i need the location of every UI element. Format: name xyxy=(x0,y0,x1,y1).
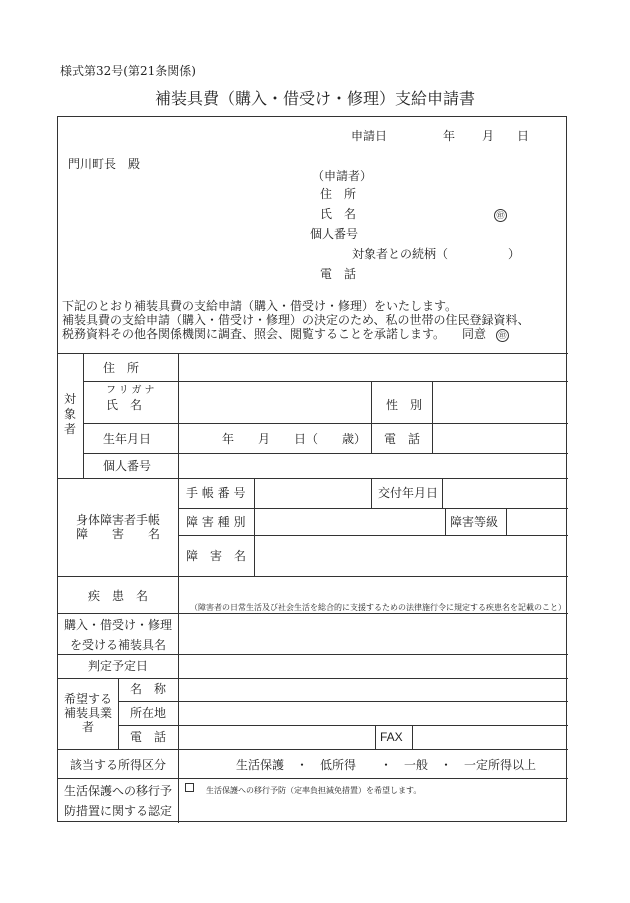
handbook-issue-date-label: 交付年月日 xyxy=(378,486,439,500)
relation-label: 対象者との続柄（ ） xyxy=(352,247,521,261)
date-label: 申請日 xyxy=(351,129,388,143)
rule xyxy=(58,654,568,655)
consent-line-2: 補装具費の支給申請（購入・借受け・修理）の決定のため、私の世帯の住民登録資料、 xyxy=(62,313,530,327)
handbook-label-line-1: 身体障害者手帳 xyxy=(75,513,160,527)
rule xyxy=(118,725,568,726)
handbook-type-label: 障 害 種 別 xyxy=(186,515,246,529)
subject-birth-label: 生年月日 xyxy=(103,432,152,446)
page-title: 補装具費（購入・借受け・修理）支給申請書 xyxy=(154,89,475,108)
form-number: 様式第32号(第21条関係) xyxy=(60,64,196,78)
handbook-label-line-2: 障 害 名 xyxy=(75,527,160,541)
subject-phone-label: 電 話 xyxy=(384,432,421,446)
applicant-name-label: 氏 名 xyxy=(320,207,357,221)
addressee: 門川町長 殿 xyxy=(68,157,141,171)
date-year-label: 年 xyxy=(443,129,456,143)
income-label: 該当する所得区分 xyxy=(69,758,166,772)
handbook-number-label: 手 帳 番 号 xyxy=(186,486,246,500)
rule xyxy=(58,678,568,679)
transition-label-line-1: 生活保護への移行予 xyxy=(63,784,172,798)
applicant-address-label: 住 所 xyxy=(320,187,357,201)
applicant-personal-number-label: 個人番号 xyxy=(310,227,359,241)
handbook-grade-label: 障害等級 xyxy=(450,515,499,529)
rule xyxy=(58,778,568,779)
disease-note: （障害者の日常生活及び社会生活を総合的に支援するための法律施行令に規定する疾患名を記載のこと） xyxy=(190,603,566,612)
subject-birth-format: 年 月 日（ 歳） xyxy=(222,432,367,446)
disease-label: 疾 患 名 xyxy=(87,589,148,603)
rule xyxy=(83,381,568,382)
application-form xyxy=(57,116,567,822)
judgment-label: 判定予定日 xyxy=(87,659,148,673)
applicant-seal-mark xyxy=(494,207,507,222)
rule xyxy=(178,535,568,536)
rule xyxy=(118,701,568,702)
rule xyxy=(83,353,84,478)
rule xyxy=(254,478,255,576)
transition-label-line-2: 防措置に関する認定 xyxy=(63,804,172,818)
vendor-name-label: 名 称 xyxy=(129,682,166,696)
transition-checkbox[interactable] xyxy=(185,783,194,792)
rule xyxy=(371,478,372,508)
applicant-phone-label: 電 話 xyxy=(320,267,357,281)
vendor-fax-label: FAX xyxy=(380,730,403,744)
device-label-line-1: 購入・借受け・修理 xyxy=(63,618,172,632)
rule xyxy=(58,353,568,354)
rule xyxy=(445,508,446,535)
consent-line-3: 税務資料その他各関係機関に調査、照会、閲覧することを承諾します。 xyxy=(62,327,446,341)
seal-icon: ㊞ xyxy=(496,329,509,342)
subject-name-label: 氏 名 xyxy=(106,398,143,412)
rule xyxy=(178,508,568,509)
consent-seal-mark xyxy=(496,327,509,342)
income-options: 生活保護 ・ 低所得 ・ 一般 ・ 一定所得以上 xyxy=(236,758,537,772)
rule xyxy=(371,381,372,453)
subject-personal-number-label: 個人番号 xyxy=(103,459,152,473)
rule xyxy=(58,576,568,577)
transition-checkbox-text: 生活保護への移行予防（定率負担減免措置）を希望します。 xyxy=(206,786,422,795)
rule xyxy=(412,725,413,749)
rule xyxy=(83,423,568,424)
rule xyxy=(442,478,443,508)
rule xyxy=(432,381,433,453)
vendor-phone-label: 電 話 xyxy=(129,730,166,744)
device-label-line-2: を受ける補装具名 xyxy=(69,638,166,652)
rule xyxy=(506,508,507,535)
subject-address-label: 住 所 xyxy=(103,361,140,375)
date-day-label: 日 xyxy=(517,129,530,143)
rule xyxy=(58,749,568,750)
rule xyxy=(83,453,568,454)
subject-side-label: 対象者 xyxy=(63,392,76,436)
rule xyxy=(375,725,376,749)
rule xyxy=(178,353,179,823)
consent-agree-label: 同意 xyxy=(462,327,487,341)
subject-furigana-label: フリガナ xyxy=(106,385,158,396)
applicant-heading: （申請者） xyxy=(312,169,373,183)
rule xyxy=(58,478,568,479)
subject-sex-label: 性 別 xyxy=(386,398,423,412)
vendor-location-label: 所在地 xyxy=(129,706,166,720)
vendor-side-label: 希望する補装具業者 xyxy=(63,692,112,734)
seal-icon: ㊞ xyxy=(494,209,507,222)
handbook-disability-name-label: 障 害 名 xyxy=(186,549,247,563)
consent-line-1: 下記のとおり補装具費の支給申請（購入・借受け・修理）をいたします。 xyxy=(62,299,458,313)
date-month-label: 月 xyxy=(482,129,495,143)
